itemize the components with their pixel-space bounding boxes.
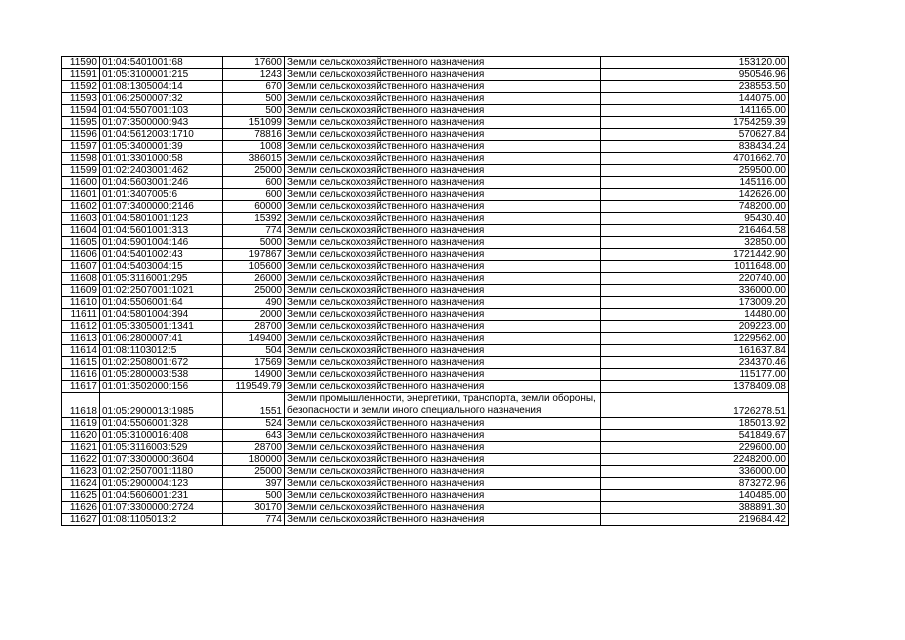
area-cell: 500 <box>223 93 285 105</box>
cadastral-value-cell: 173009.20 <box>601 297 789 309</box>
table-row <box>62 490 789 502</box>
cadastral-value-cell: 216464.58 <box>601 225 789 237</box>
row-number-cell: 11592 <box>62 81 100 93</box>
cadastral-number-cell: 01:07:3400000:2146 <box>100 201 223 213</box>
cadastral-value-cell: 1011648.00 <box>601 261 789 273</box>
table-row <box>62 478 789 490</box>
cadastral-value-cell: 336000.00 <box>601 285 789 297</box>
cadastral-value-cell: 140485.00 <box>601 490 789 502</box>
land-category-cell: Земли сельскохозяйственного назначения <box>285 261 601 273</box>
land-category-cell: Земли сельскохозяйственного назначения <box>285 430 601 442</box>
table-row <box>62 514 789 526</box>
table-row <box>62 345 789 357</box>
cadastral-value-cell: 32850.00 <box>601 237 789 249</box>
cadastral-number-cell: 01:04:5606001:231 <box>100 490 223 502</box>
cadastral-number-cell: 01:05:2900013:1985 <box>100 393 223 418</box>
cadastral-number-cell: 01:08:1105013:2 <box>100 514 223 526</box>
area-cell: 397 <box>223 478 285 490</box>
cadastral-number-cell: 01:04:5612003:1710 <box>100 129 223 141</box>
cadastral-number-cell: 01:05:3116003:529 <box>100 442 223 454</box>
land-category-cell: Земли сельскохозяйственного назначения <box>285 81 601 93</box>
table-row <box>62 321 789 333</box>
cadastral-number-cell: 01:04:5601001:313 <box>100 225 223 237</box>
row-number-cell: 11604 <box>62 225 100 237</box>
area-cell: 643 <box>223 430 285 442</box>
cadastral-value-cell: 153120.00 <box>601 57 789 69</box>
row-number-cell: 11601 <box>62 189 100 201</box>
area-cell: 600 <box>223 189 285 201</box>
row-number-cell: 11590 <box>62 57 100 69</box>
land-category-cell: Земли сельскохозяйственного назначения <box>285 333 601 345</box>
cadastral-number-cell: 01:07:3300000:2724 <box>100 502 223 514</box>
land-category-cell: Земли сельскохозяйственного назначения <box>285 490 601 502</box>
land-category-cell: Земли сельскохозяйственного назначения <box>285 69 601 81</box>
cadastral-value-cell: 838434.24 <box>601 141 789 153</box>
table-row <box>62 81 789 93</box>
row-number-cell: 11602 <box>62 201 100 213</box>
cadastral-number-cell: 01:05:3400001:39 <box>100 141 223 153</box>
cadastral-number-cell: 01:04:5603001:246 <box>100 177 223 189</box>
cadastral-number-cell: 01:04:5403004:15 <box>100 261 223 273</box>
table-row <box>62 285 789 297</box>
cadastral-number-cell: 01:04:5401002:43 <box>100 249 223 261</box>
cadastral-number-cell: 01:01:3502000:156 <box>100 381 223 393</box>
row-number-cell: 11616 <box>62 369 100 381</box>
area-cell: 504 <box>223 345 285 357</box>
row-number-cell: 11603 <box>62 213 100 225</box>
land-category-cell: Земли сельскохозяйственного назначения <box>285 141 601 153</box>
cadastral-number-cell: 01:08:1305004:14 <box>100 81 223 93</box>
cadastral-number-cell: 01:07:3500000:943 <box>100 117 223 129</box>
cadastral-number-cell: 01:02:2508001:672 <box>100 357 223 369</box>
land-category-cell: Земли сельскохозяйственного назначения <box>285 454 601 466</box>
table-row <box>62 418 789 430</box>
cadastral-value-cell: 4701662.70 <box>601 153 789 165</box>
cadastral-value-cell: 161637.84 <box>601 345 789 357</box>
area-cell: 119549.79 <box>223 381 285 393</box>
row-number-cell: 11595 <box>62 117 100 129</box>
table-row <box>62 93 789 105</box>
cadastral-value-cell: 141165.00 <box>601 105 789 117</box>
row-number-cell: 11593 <box>62 93 100 105</box>
cadastral-value-cell: 142626.00 <box>601 189 789 201</box>
row-number-cell: 11600 <box>62 177 100 189</box>
area-cell: 105600 <box>223 261 285 273</box>
area-cell: 60000 <box>223 201 285 213</box>
land-category-cell: Земли сельскохозяйственного назначения <box>285 321 601 333</box>
table-row <box>62 369 789 381</box>
cadastral-number-cell: 01:05:2900004:123 <box>100 478 223 490</box>
table-row <box>62 105 789 117</box>
row-number-cell: 11615 <box>62 357 100 369</box>
row-number-cell: 11622 <box>62 454 100 466</box>
table-row <box>62 129 789 141</box>
cadastral-value-cell: 209223.00 <box>601 321 789 333</box>
table-row <box>62 381 789 393</box>
table-row <box>62 117 789 129</box>
cadastral-number-cell: 01:04:5801004:394 <box>100 309 223 321</box>
area-cell: 670 <box>223 81 285 93</box>
land-category-cell: Земли сельскохозяйственного назначения <box>285 502 601 514</box>
table-row <box>62 189 789 201</box>
cadastral-value-cell: 1378409.08 <box>601 381 789 393</box>
row-number-cell: 11621 <box>62 442 100 454</box>
land-category-cell: Земли промышленности, энергетики, транспорта, земли обороны, безопасности и земли иного специального назначения <box>285 393 601 418</box>
land-category-cell: Земли сельскохозяйственного назначения <box>285 442 601 454</box>
row-number-cell: 11591 <box>62 69 100 81</box>
area-cell: 26000 <box>223 273 285 285</box>
area-cell: 1243 <box>223 69 285 81</box>
cadastral-number-cell: 01:04:5401001:68 <box>100 57 223 69</box>
row-number-cell: 11626 <box>62 502 100 514</box>
cadastral-value-cell: 541849.67 <box>601 430 789 442</box>
cadastral-number-cell: 01:04:5506001:64 <box>100 297 223 309</box>
table-row <box>62 502 789 514</box>
table-row <box>62 297 789 309</box>
row-number-cell: 11609 <box>62 285 100 297</box>
table-row <box>62 249 789 261</box>
table-row <box>62 201 789 213</box>
cadastral-value-cell: 145116.00 <box>601 177 789 189</box>
land-category-cell: Земли сельскохозяйственного назначения <box>285 93 601 105</box>
land-category-cell: Земли сельскохозяйственного назначения <box>285 369 601 381</box>
row-number-cell: 11614 <box>62 345 100 357</box>
table-row <box>62 237 789 249</box>
cadastral-number-cell: 01:07:3300000:3604 <box>100 454 223 466</box>
area-cell: 1008 <box>223 141 285 153</box>
row-number-cell: 11594 <box>62 105 100 117</box>
row-number-cell: 11608 <box>62 273 100 285</box>
row-number-cell: 11625 <box>62 490 100 502</box>
table-row <box>62 57 789 69</box>
table-row <box>62 273 789 285</box>
row-number-cell: 11607 <box>62 261 100 273</box>
land-category-cell: Земли сельскохозяйственного назначения <box>285 357 601 369</box>
area-cell: 524 <box>223 418 285 430</box>
area-cell: 600 <box>223 177 285 189</box>
land-category-cell: Земли сельскохозяйственного назначения <box>285 273 601 285</box>
area-cell: 500 <box>223 105 285 117</box>
row-number-cell: 11597 <box>62 141 100 153</box>
land-category-cell: Земли сельскохозяйственного назначения <box>285 213 601 225</box>
land-category-cell: Земли сельскохозяйственного назначения <box>285 297 601 309</box>
row-number-cell: 11627 <box>62 514 100 526</box>
table-row <box>62 333 789 345</box>
land-category-cell: Земли сельскохозяйственного назначения <box>285 105 601 117</box>
cadastral-number-cell: 01:02:2507001:1180 <box>100 466 223 478</box>
land-category-cell: Земли сельскохозяйственного назначения <box>285 285 601 297</box>
area-cell: 490 <box>223 297 285 309</box>
land-category-cell: Земли сельскохозяйственного назначения <box>285 225 601 237</box>
cadastral-value-cell: 95430.40 <box>601 213 789 225</box>
area-cell: 180000 <box>223 454 285 466</box>
area-cell: 2000 <box>223 309 285 321</box>
area-cell: 774 <box>223 225 285 237</box>
cadastral-value-cell: 1754259.39 <box>601 117 789 129</box>
cadastral-number-cell: 01:05:3305001:1341 <box>100 321 223 333</box>
cadastral-number-cell: 01:05:3116001:295 <box>100 273 223 285</box>
row-number-cell: 11613 <box>62 333 100 345</box>
cadastral-value-cell: 115177.00 <box>601 369 789 381</box>
area-cell: 15392 <box>223 213 285 225</box>
cadastral-value-cell: 14480.00 <box>601 309 789 321</box>
table-row <box>62 261 789 273</box>
cadastral-number-cell: 01:05:3100001:215 <box>100 69 223 81</box>
cadastral-number-cell: 01:04:5801001:123 <box>100 213 223 225</box>
cadastral-number-cell: 01:05:2800003:538 <box>100 369 223 381</box>
land-category-cell: Земли сельскохозяйственного назначения <box>285 418 601 430</box>
table-row <box>62 357 789 369</box>
area-cell: 30170 <box>223 502 285 514</box>
land-category-cell: Земли сельскохозяйственного назначения <box>285 177 601 189</box>
land-category-cell: Земли сельскохозяйственного назначения <box>285 117 601 129</box>
table-row <box>62 309 789 321</box>
area-cell: 774 <box>223 514 285 526</box>
area-cell: 28700 <box>223 321 285 333</box>
cadastral-value-cell: 144075.00 <box>601 93 789 105</box>
land-category-cell: Земли сельскохозяйственного назначения <box>285 57 601 69</box>
land-parcel-table <box>61 56 789 526</box>
row-number-cell: 11596 <box>62 129 100 141</box>
cadastral-value-cell: 185013.92 <box>601 418 789 430</box>
row-number-cell: 11624 <box>62 478 100 490</box>
area-cell: 25000 <box>223 466 285 478</box>
row-number-cell: 11610 <box>62 297 100 309</box>
cadastral-number-cell: 01:02:2403001:462 <box>100 165 223 177</box>
cadastral-value-cell: 259500.00 <box>601 165 789 177</box>
cadastral-value-cell: 220740.00 <box>601 273 789 285</box>
cadastral-value-cell: 219684.42 <box>601 514 789 526</box>
cadastral-value-cell: 238553.50 <box>601 81 789 93</box>
table-row <box>62 430 789 442</box>
table-row <box>62 454 789 466</box>
table-row <box>62 213 789 225</box>
land-category-cell: Земли сельскохозяйственного назначения <box>285 201 601 213</box>
land-category-cell: Земли сельскохозяйственного назначения <box>285 129 601 141</box>
cadastral-value-cell: 1229562.00 <box>601 333 789 345</box>
row-number-cell: 11598 <box>62 153 100 165</box>
area-cell: 1551 <box>223 393 285 418</box>
cadastral-value-cell: 748200.00 <box>601 201 789 213</box>
table-row <box>62 393 789 418</box>
cadastral-number-cell: 01:05:3100016:408 <box>100 430 223 442</box>
row-number-cell: 11612 <box>62 321 100 333</box>
row-number-cell: 11605 <box>62 237 100 249</box>
land-category-cell: Земли сельскохозяйственного назначения <box>285 514 601 526</box>
cadastral-value-cell: 2248200.00 <box>601 454 789 466</box>
land-category-cell: Земли сельскохозяйственного назначения <box>285 381 601 393</box>
area-cell: 17569 <box>223 357 285 369</box>
table-row <box>62 141 789 153</box>
land-category-cell: Земли сельскохозяйственного назначения <box>285 478 601 490</box>
area-cell: 28700 <box>223 442 285 454</box>
row-number-cell: 11619 <box>62 418 100 430</box>
area-cell: 151099 <box>223 117 285 129</box>
area-cell: 25000 <box>223 285 285 297</box>
cadastral-value-cell: 570627.84 <box>601 129 789 141</box>
land-category-cell: Земли сельскохозяйственного назначения <box>285 249 601 261</box>
cadastral-number-cell: 01:04:5506001:328 <box>100 418 223 430</box>
cadastral-value-cell: 1726278.51 <box>601 393 789 418</box>
land-category-cell: Земли сельскохозяйственного назначения <box>285 165 601 177</box>
cadastral-value-cell: 388891.30 <box>601 502 789 514</box>
row-number-cell: 11599 <box>62 165 100 177</box>
row-number-cell: 11623 <box>62 466 100 478</box>
cadastral-value-cell: 1721442.90 <box>601 249 789 261</box>
area-cell: 149400 <box>223 333 285 345</box>
cadastral-number-cell: 01:01:3407005:6 <box>100 189 223 201</box>
cadastral-number-cell: 01:01:3301000:58 <box>100 153 223 165</box>
land-category-cell: Земли сельскохозяйственного назначения <box>285 189 601 201</box>
land-category-cell: Земли сельскохозяйственного назначения <box>285 153 601 165</box>
row-number-cell: 11611 <box>62 309 100 321</box>
cadastral-number-cell: 01:08:1103012:5 <box>100 345 223 357</box>
cadastral-value-cell: 229600.00 <box>601 442 789 454</box>
cadastral-value-cell: 950546.96 <box>601 69 789 81</box>
cadastral-number-cell: 01:02:2507001:1021 <box>100 285 223 297</box>
row-number-cell: 11617 <box>62 381 100 393</box>
area-cell: 197867 <box>223 249 285 261</box>
land-category-cell: Земли сельскохозяйственного назначения <box>285 345 601 357</box>
table-row <box>62 466 789 478</box>
cadastral-value-cell: 873272.96 <box>601 478 789 490</box>
table-row <box>62 442 789 454</box>
table-row <box>62 153 789 165</box>
cadastral-value-cell: 336000.00 <box>601 466 789 478</box>
land-category-cell: Земли сельскохозяйственного назначения <box>285 237 601 249</box>
cadastral-value-cell: 234370.46 <box>601 357 789 369</box>
row-number-cell: 11606 <box>62 249 100 261</box>
table-row <box>62 225 789 237</box>
area-cell: 14900 <box>223 369 285 381</box>
area-cell: 386015 <box>223 153 285 165</box>
cadastral-number-cell: 01:04:5901004:146 <box>100 237 223 249</box>
area-cell: 5000 <box>223 237 285 249</box>
area-cell: 17600 <box>223 57 285 69</box>
cadastral-number-cell: 01:06:2500007:32 <box>100 93 223 105</box>
cadastral-number-cell: 01:04:5507001:103 <box>100 105 223 117</box>
table-row <box>62 177 789 189</box>
area-cell: 78816 <box>223 129 285 141</box>
cadastral-number-cell: 01:06:2800007:41 <box>100 333 223 345</box>
table-body <box>62 57 789 526</box>
table-row <box>62 69 789 81</box>
row-number-cell: 11620 <box>62 430 100 442</box>
table-row <box>62 165 789 177</box>
row-number-cell: 11618 <box>62 393 100 418</box>
area-cell: 25000 <box>223 165 285 177</box>
area-cell: 500 <box>223 490 285 502</box>
land-category-cell: Земли сельскохозяйственного назначения <box>285 309 601 321</box>
land-category-cell: Земли сельскохозяйственного назначения <box>285 466 601 478</box>
